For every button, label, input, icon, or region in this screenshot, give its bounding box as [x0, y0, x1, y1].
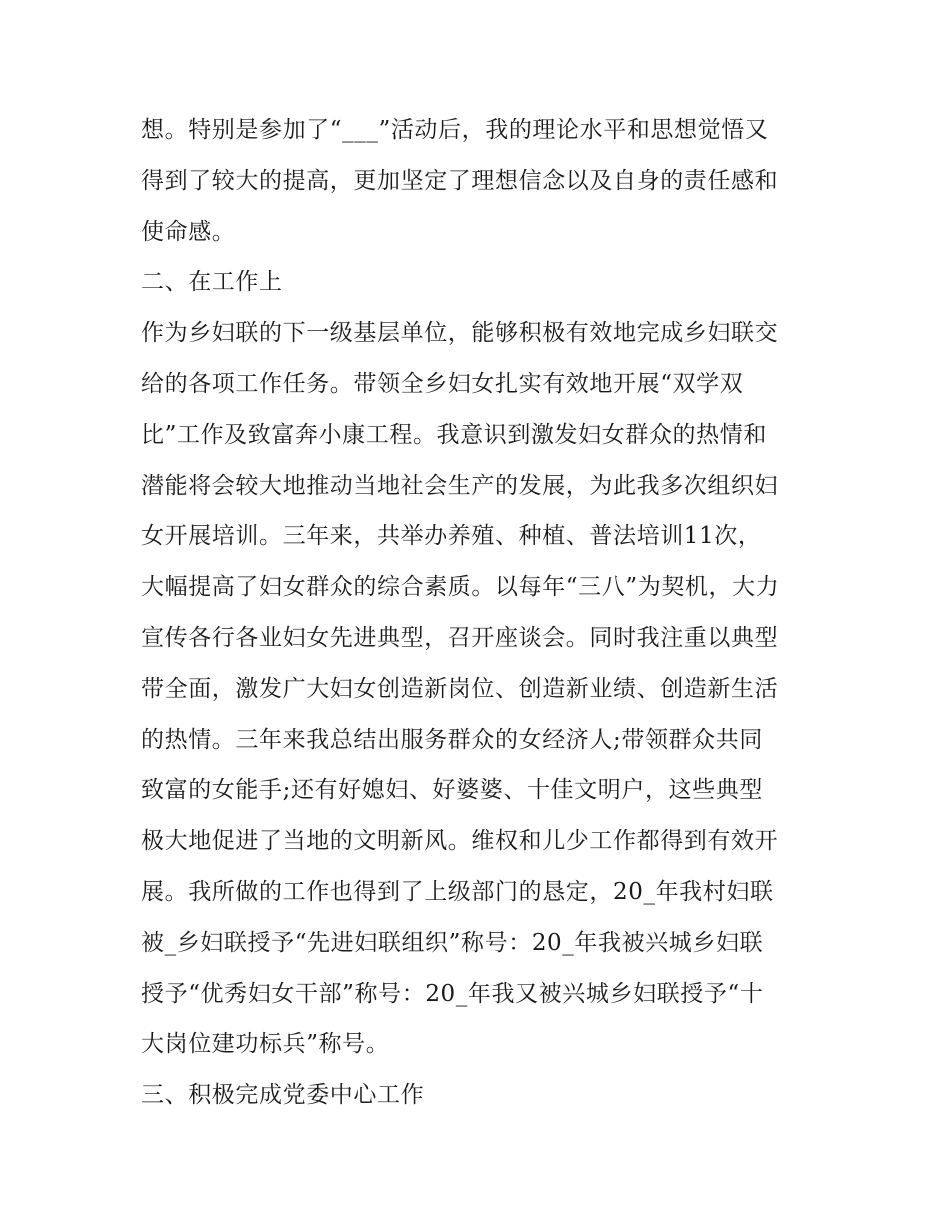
paragraph-line: 极大地促进了当地的文明新风。维权和儿少工作都得到有效开 [141, 828, 779, 855]
paragraph-line: 潜能将会较大地推动当地社会生产的发展，为此我多次组织妇 [141, 472, 779, 499]
paragraph-line: 作为乡妇联的下一级基层单位，能够积极有效地完成乡妇联交 [141, 320, 779, 347]
paragraph-line: 带全面，激发广大妇女创造新岗位、创造新业绩、创造新生活 [141, 675, 779, 702]
paragraph-line: 大岗位建功标兵”称号。 [141, 1031, 390, 1058]
paragraph-line: 宣传各行各业妇女先进典型，召开座谈会。同时我注重以典型 [141, 624, 779, 651]
paragraph-line: 使命感。 [141, 218, 236, 245]
paragraph-line: 大幅提高了妇女群众的综合素质。以每年“三八”为契机，大力 [141, 574, 780, 601]
paragraph-line: 得到了较大的提高，更加坚定了理想信念以及自身的责任感和 [141, 167, 779, 194]
paragraph-line: 女开展培训。三年来，共举办养殖、种植、普法培训11次， [141, 523, 762, 550]
paragraph-line: 给的各项工作任务。带领全乡妇女扎实有效地开展“双学双 [141, 370, 744, 397]
paragraph-line: 授予“优秀妇女干部”称号：20_年我又被兴城乡妇联授予“十 [141, 980, 764, 1007]
paragraph-line: 想。特别是参加了“___”活动后，我的理论水平和思想觉悟又 [141, 117, 769, 143]
paragraph-line: 被_乡妇联授予“先进妇联组织”称号：20_年我被兴城乡妇联 [141, 929, 764, 956]
section-heading: 三、积极完成党委中心工作 [141, 1082, 425, 1109]
document-body [141, 105, 821, 1121]
paragraph-line: 展。我所做的工作也得到了上级部门的恳定，20_年我村妇联 [141, 878, 774, 905]
paragraph-line: 比”工作及致富奔小康工程。我意识到激发妇女群众的热情和 [141, 421, 767, 448]
paragraph-line: 的热情。三年来我总结出服务群众的女经济人;带领群众共同 [141, 726, 763, 753]
paragraph-line: 致富的女能手;还有好媳妇、好婆婆、十佳文明户，这些典型 [141, 777, 763, 804]
section-heading: 二、在工作上 [141, 269, 283, 296]
